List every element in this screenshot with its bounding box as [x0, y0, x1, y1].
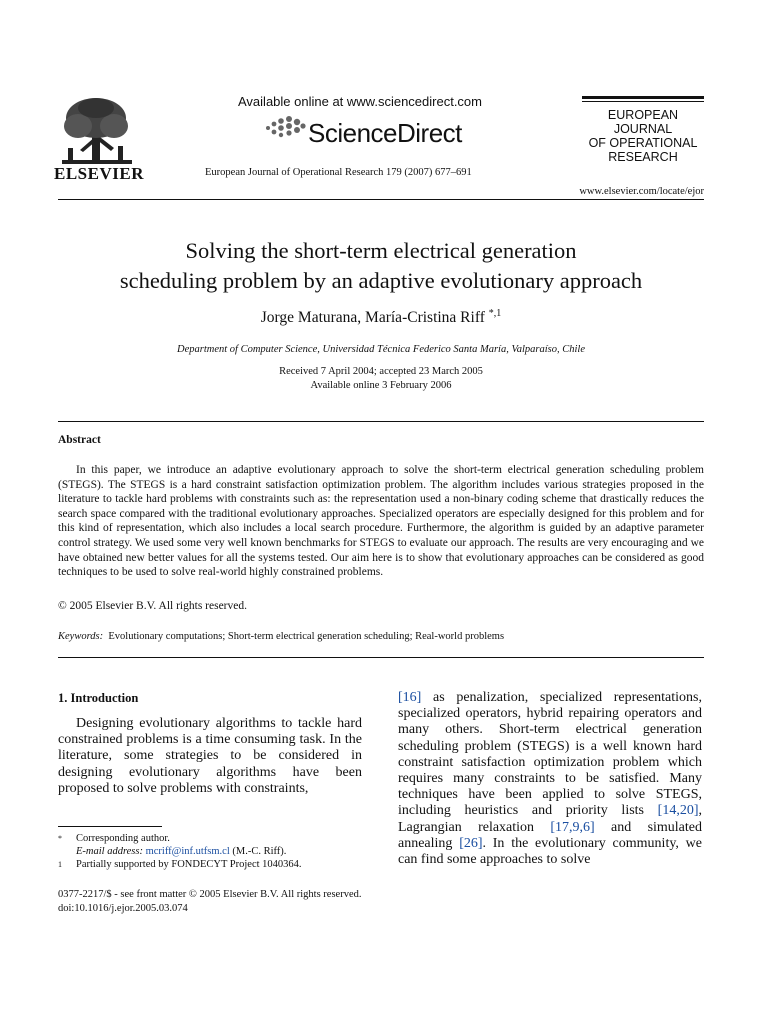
body-text: and simulated annealing — [398, 819, 702, 851]
received-dates: Received 7 April 2004; accepted 23 March 2005 — [279, 366, 483, 377]
abstract-bottom-divider — [58, 657, 704, 658]
keywords-line — [58, 631, 504, 642]
front-matter-line: 0377-2217/$ - see front matter © 2005 Elsevier B.V. All rights reserved. — [58, 889, 362, 900]
citation-link[interactable]: [26] — [459, 835, 483, 851]
journal-logo-rule-thick — [582, 96, 704, 99]
email-label: E-mail address: — [76, 846, 143, 857]
abstract-copyright: © 2005 Elsevier B.V. All rights reserved. — [58, 600, 247, 612]
sciencedirect-dots-icon — [262, 114, 306, 140]
footnote-mark: * — [58, 834, 62, 843]
journal-logo-rule-thin — [582, 101, 704, 102]
publisher-name: ELSEVIER — [54, 164, 144, 183]
citation-link[interactable]: [16] — [398, 690, 422, 705]
journal-logo-box — [582, 96, 704, 164]
right-column-text — [398, 690, 702, 868]
available-online-text[interactable]: Available online at www.sciencedirect.com — [238, 94, 482, 109]
journal-logo-title — [582, 108, 704, 164]
journal-url-link[interactable]: www.elsevier.com/locate/ejor — [579, 186, 704, 197]
footnote-funding — [58, 858, 302, 871]
author-affiliation: Department of Computer Science, Universidad Técnica Federico Santa María, Valparaíso, Chile — [177, 344, 585, 355]
body-text: as penalization, specialized representations, specialized operators, hybrid repairing operators and many others. Short-term electrical generation scheduling problem (STEGS) is a well known hard constraint satisfaction optimization problem which requires many constraints to be satisfied. Many techniques have been applied to solve STEGS, including heuristics and priority lists — [398, 690, 702, 819]
section-heading-introduction: 1. Introduction — [58, 691, 139, 705]
abstract-heading: Abstract — [58, 434, 101, 446]
body-text: . In the evolutionary community, we can find some approaches to solve — [398, 835, 703, 868]
header-divider — [58, 199, 704, 200]
doi-line[interactable]: doi:10.1016/j.ejor.2005.03.074 — [58, 903, 188, 914]
keywords-list: Evolutionary computations; Short-term electrical generation scheduling; Real-world problems — [108, 631, 505, 642]
journal-logo-line: RESEARCH — [608, 150, 678, 164]
author-names: Jorge Maturana, María-Cristina Riff — [260, 309, 485, 327]
author-footnote-mark[interactable]: *,1 — [488, 308, 502, 319]
footnote-email — [58, 845, 286, 858]
journal-reference: European Journal of Operational Research 179 (2007) 677–691 — [205, 167, 472, 178]
available-online-date: Available online 3 February 2006 — [310, 380, 452, 391]
journal-logo-line: EUROPEAN — [607, 108, 679, 122]
email-link[interactable]: mcriff@inf.utfsm.cl — [145, 846, 230, 857]
body-text: , Lagrangian relaxation — [398, 803, 702, 835]
article-title-line: scheduling problem by an adaptive evolutionary approach — [119, 268, 643, 293]
abstract-top-divider — [58, 421, 704, 422]
abstract-text: In this paper, we introduce an adaptive evolutionary approach to solve the short-term electrical generation scheduling problem (STEGS). The STEGS is a hard constraint satisfaction optimization problem. The algorithm includes various strategies proposed in the literature to tackle hard problems with constraints such as: the representation used a non-binary coding scheme that drastically reduces the search space compared with the traditional evolutionary approaches. Specialized operators are especially designed for this problem and for this kind of representation, which also includes a local search procedure. Furthermore, the algorithm is guided by an adaptive parameter control strategy. We used some very well known benchmarks for STEGS to evaluate our approach. The results are very encouraging and we have obtained new better values for all the systems tested. Our aim here is to show that evolutionary approaches can be considered as good techniques to be used to solve real-world highly constrained problems. — [58, 464, 704, 579]
footnote-text: Corresponding author. — [76, 833, 170, 844]
footnote-corresponding — [58, 832, 170, 845]
journal-logo-line: OF OPERATIONAL — [588, 136, 698, 150]
article-title-line: Solving the short-term electrical generation — [185, 238, 577, 263]
footnote-text: (M.-C. Riff). — [229, 846, 287, 857]
footnote-divider — [58, 826, 162, 827]
keywords-label: Keywords: — [58, 631, 104, 642]
citation-link[interactable]: [17,9,6] — [550, 819, 595, 835]
left-column-text: Designing evolutionary algorithms to tackle hard constrained problems is a time consuming task. In the literature, some strategies to be considered in designing evolutionary algorithms have been proposed to solve problems with constraints, — [58, 716, 362, 796]
sciencedirect-wordmark: ScienceDirect — [308, 118, 462, 148]
footnote-text: Partially supported by FONDECYT Project 1040364. — [76, 859, 302, 870]
article-title — [58, 236, 704, 296]
author-list — [58, 308, 704, 327]
footnote-mark: 1 — [58, 860, 62, 869]
citation-link[interactable]: [14,20] — [657, 803, 699, 819]
journal-logo-line: JOURNAL — [613, 122, 673, 136]
